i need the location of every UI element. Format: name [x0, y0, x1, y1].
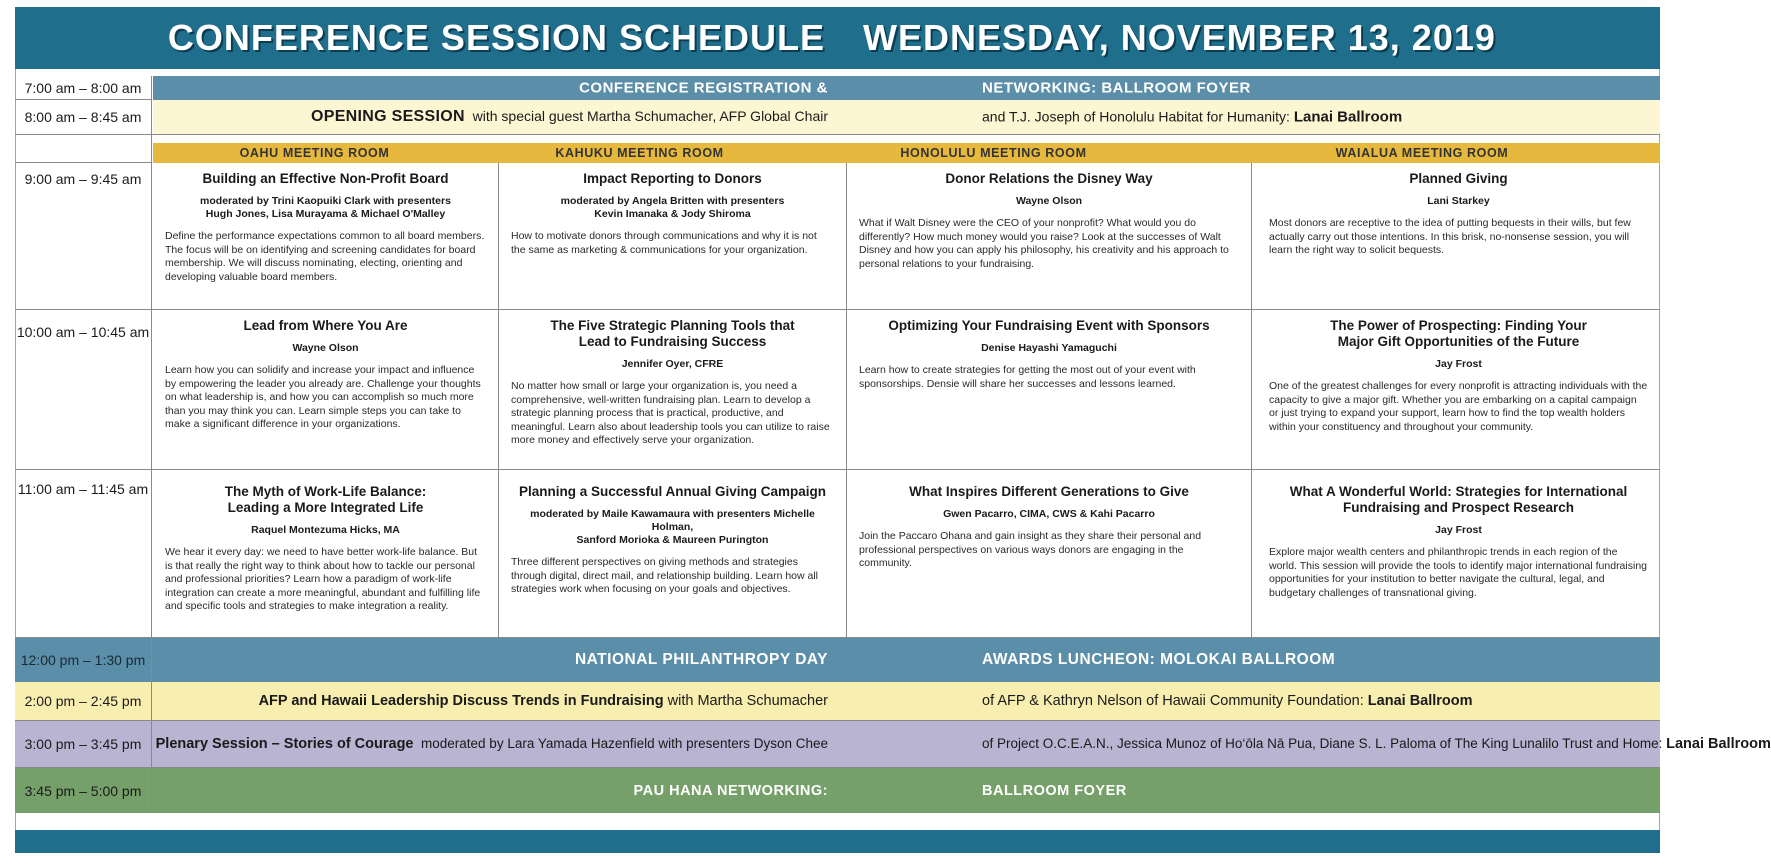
session-description: Explore major wealth centers and philanthropic trends in each region of the world. This session will provide the tools to identify major international fundraising opportunities for your institution to better navigate the cultural, legal, and budgetary challenges of transnational giving.: [1269, 546, 1647, 599]
time-cell: 12:00 pm – 1:30 pm: [15, 638, 152, 682]
session-card: [1251, 470, 1660, 637]
opening-label: OPENING SESSION: [310, 108, 465, 125]
session-presenters: Lani Starkey: [1427, 195, 1490, 207]
session-presenters: Denise Hayashi Yamaguchi: [981, 342, 1117, 354]
session-description: No matter how small or large your organization is, you need a comprehensive, well-written fundraising plan. Learn to develop a strategic planning process that is practical, productive, and meaningful. Learn also about leadership tools you can utilize to raise more money and effectively serve your organization.: [511, 380, 830, 446]
plenary-row: [15, 721, 1771, 768]
session-presenters: moderated by Angela Britten with presenters Kevin Imanaka & Jody Shiroma: [560, 195, 785, 220]
time-cell: 11:00 am – 11:45 am: [15, 470, 152, 637]
session-title: The Power of Prospecting: Finding Your Major Gift Opportunities of the Future: [1330, 318, 1587, 349]
session-presenters: Jay Frost: [1435, 358, 1482, 370]
plenary-label: Plenary Session – Stories of Courage: [155, 736, 414, 752]
session-description: Join the Paccaro Ohana and gain insight as they share their personal and professional perspectives on various ways donors are engaging in the community.: [859, 530, 1202, 569]
luncheon-row: [15, 638, 1660, 682]
session-description: Three different perspectives on giving methods and strategies through digital, direct mail, and relationship building. Learn how all strategies work when focusing on your goals and objectives.: [511, 556, 819, 595]
session-description: Learn how to create strategies for getting the most out of your event with sponsorships. Densie will share her successes and lessons learned.: [859, 364, 1196, 390]
time-cell: 8:00 am – 8:45 am: [15, 100, 152, 134]
session-description: How to motivate donors through communications and why it is not the same as marketing & communications for your organization.: [511, 230, 817, 256]
session-title: The Five Strategic Planning Tools that Lead to Fundraising Success: [550, 318, 795, 349]
session-presenters: moderated by Maile Kawamaura with presenters Michelle Holman, Sanford Morioka & Maureen Purington: [530, 508, 815, 546]
session-card: [846, 470, 1251, 637]
session-presenters: Wayne Olson: [292, 342, 359, 354]
plenary-text: moderated by Lara Yamada Hazenfield with presenters Dyson Chee: [421, 736, 828, 751]
time-cell: 3:00 pm – 3:45 pm: [15, 721, 152, 767]
session-row: [15, 163, 1660, 310]
trends-label: AFP and Hawaii Leadership Discuss Trends in Fundraising: [258, 693, 664, 709]
registration-row: [15, 76, 1660, 100]
trends-session: [153, 682, 1660, 720]
trends-text: with Martha Schumacher: [667, 693, 828, 709]
session-title: What A Wonderful World: Strategies for International Fundraising and Prospect Research: [1289, 484, 1628, 515]
session-title: Planned Giving: [1409, 171, 1508, 186]
session-card: [498, 163, 846, 309]
time-cell: 10:00 am – 10:45 am: [15, 310, 152, 469]
session-title: Donor Relations the Disney Way: [945, 171, 1153, 186]
session-row: [15, 470, 1660, 638]
plenary-location: Lanai Ballroom: [1666, 736, 1771, 752]
session-card: [153, 163, 498, 309]
session-description: Most donors are receptive to the idea of putting bequests in their wills, but few actually carry out those intentions. In this brisk, no-nonsense session, you will learn the right way to solicit bequests.: [1269, 217, 1631, 256]
time-cell: 3:45 pm – 5:00 pm: [15, 768, 152, 813]
time-cell: 9:00 am – 9:45 am: [15, 163, 152, 309]
session-description: Learn how you can solidify and increase your impact and influence by empowering the leader you already are. Challenge your thoughts on what leadership is, and how you can accomplish so much more than you may think you can. Learn simple steps you can take to make a significant difference in your organizations.: [165, 364, 481, 430]
opening-location: Lanai Ballroom: [1293, 108, 1403, 126]
opening-text: with special guest Martha Schumacher, AFP Global Chair: [472, 108, 828, 124]
session-title: What Inspires Different Generations to Give: [909, 484, 1189, 499]
session-title: Impact Reporting to Donors: [583, 171, 762, 186]
session-grid: [15, 163, 1660, 638]
trends-text-2: of AFP & Kathryn Nelson of Hawaii Community Foundation:: [982, 693, 1364, 709]
opening-text-2: and T.J. Joseph of Honolulu Habitat for Humanity:: [982, 108, 1290, 125]
footer-band: [15, 830, 1660, 853]
opening-row: [15, 100, 1660, 135]
session-presenters: Wayne Olson: [1015, 195, 1083, 207]
room-waialua: WAIALUA MEETING ROOM: [1335, 146, 1509, 160]
luncheon-banner: NATIONAL PHILANTHROPY DAY AWARDS LUNCHEON: MOLOKAI BALLROOM: [574, 651, 1336, 668]
room-honolulu: HONOLULU MEETING ROOM: [900, 146, 1087, 160]
session-title: The Myth of Work-Life Balance: Leading a More Integrated Life: [224, 484, 427, 515]
session-presenters: moderated by Trini Kaopuiki Clark with presenters Hugh Jones, Lisa Murayama & Michael O'Malley: [200, 195, 451, 220]
session-description: One of the greatest challenges for every nonprofit is attracting individuals with the capacity to give a major gift. Whether you are embarking on a capital campaign or just trying to expand your support, learn how to find the top wealth holders within your constituency and throughout your community.: [1269, 380, 1648, 433]
blank-time-cell: [15, 135, 152, 163]
networking-row: [15, 768, 1660, 813]
room-header: [153, 143, 1660, 163]
session-title: Lead from Where You Are: [243, 318, 408, 333]
session-row: [15, 310, 1660, 470]
session-card: [498, 310, 846, 469]
trends-row: [15, 682, 1660, 721]
plenary-text-2: of Project O.C.E.A.N., Jessica Munoz of Ho‘ōla Nā Pua, Diane S. L. Paloma of The King Lunalilo Trust and Home:: [982, 736, 1663, 751]
session-presenters: Jay Frost: [1435, 524, 1482, 536]
session-presenters: Gwen Pacarro, CIMA, CWS & Kahi Pacarro: [943, 508, 1155, 520]
session-title: Building an Effective Non-Profit Board: [202, 171, 449, 186]
session-card: [1251, 310, 1660, 469]
session-card: [846, 163, 1251, 309]
session-card: [153, 310, 498, 469]
room-kahuku: KAHUKU MEETING ROOM: [555, 146, 724, 160]
registration-banner: CONFERENCE REGISTRATION & NETWORKING: BALLROOM FOYER: [153, 76, 1660, 100]
session-card: [153, 470, 498, 637]
banner-title: CONFERENCE SESSION SCHEDULE: [167, 17, 825, 58]
session-card: [498, 470, 846, 637]
opening-session: [153, 100, 1660, 134]
session-description: Define the performance expectations common to all board members. The focus will be on identifying and screening candidates for board membership. We will discuss nominating, electing, orienting and developing valuable board members.: [165, 230, 485, 283]
trends-location: Lanai Ballroom: [1367, 693, 1473, 709]
time-cell: 2:00 pm – 2:45 pm: [15, 682, 152, 720]
session-description: What if Walt Disney were the CEO of your nonprofit? What would you do differently? How much money would you raise? Look at the successes of Walt Disney and how you can apply his philosophy, his creativity and his approach to personal relations to your fundraising.: [859, 217, 1229, 270]
networking-banner: PAU HANA NETWORKING: BALLROOM FOYER: [633, 782, 1127, 799]
banner-date: WEDNESDAY, NOVEMBER 13, 2019: [863, 17, 1496, 58]
session-card: [846, 310, 1251, 469]
session-presenters: Jennifer Oyer, CFRE: [621, 358, 724, 370]
session-title: Planning a Successful Annual Giving Campaign: [518, 484, 827, 499]
session-description: We hear it every day: we need to have better work-life balance. But is that really the right way to think about how to tackle our personal and professional priorities? Learn how a paradigm of work-life integration can create a more meaningful, abundant and fulfilling life and specific tools and strategies to make integration a reality.: [165, 546, 481, 612]
room-oahu: OAHU MEETING ROOM: [239, 146, 390, 160]
session-presenters: Raquel Montezuma Hicks, MA: [251, 524, 400, 536]
session-title: Optimizing Your Fundraising Event with Sponsors: [888, 318, 1210, 333]
session-card: [1251, 163, 1660, 309]
time-cell: 7:00 am – 8:00 am: [15, 76, 152, 100]
plenary-session: [153, 721, 1771, 767]
schedule-banner: [15, 7, 1660, 69]
